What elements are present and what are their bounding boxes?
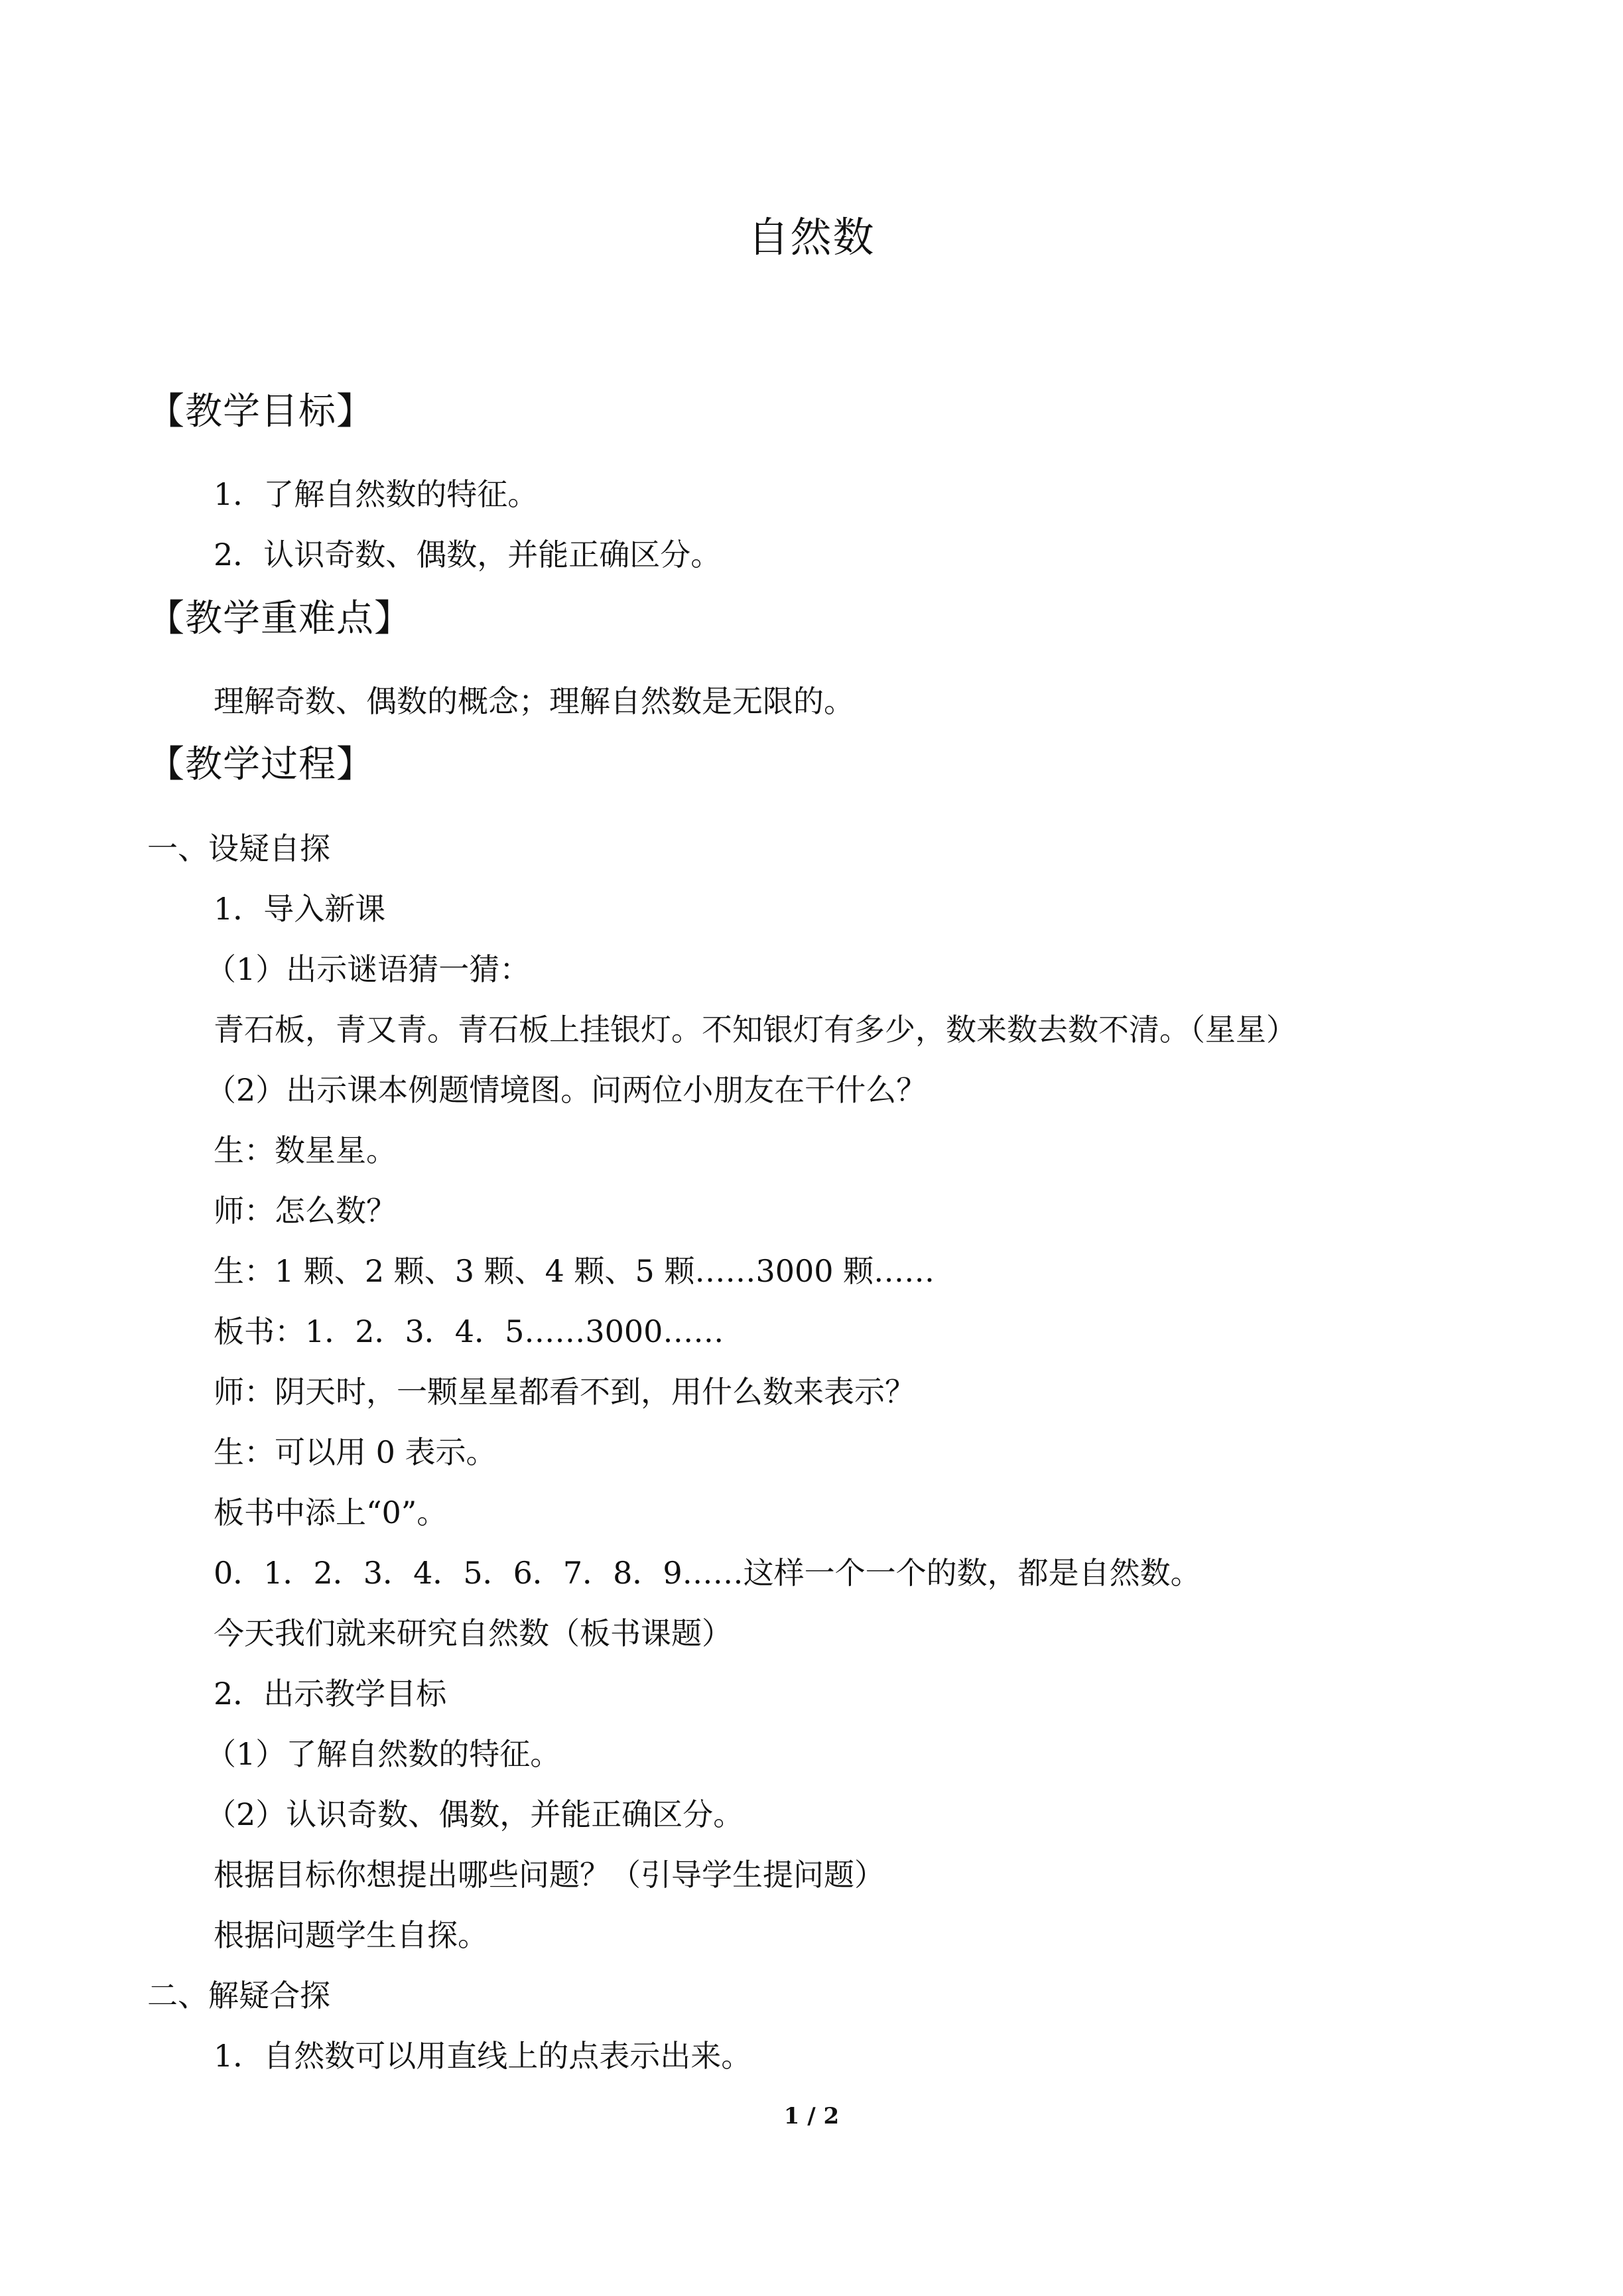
process-line: （2）出示课本例题情境图。问两位小朋友在干什么？ xyxy=(206,1072,927,1108)
board-writing-line: 板书中添上“0”。 xyxy=(214,1495,448,1530)
section-heading-key-points: 【教学重难点】 xyxy=(147,597,412,640)
dialogue-line: 生：数星星。 xyxy=(214,1132,397,1168)
section-heading-process: 【教学过程】 xyxy=(147,743,374,786)
board-writing-line: 板书：1．2．3．4．5……3000…… xyxy=(214,1314,724,1349)
goal-item-1: 1．了解自然数的特征。 xyxy=(214,476,539,512)
process-line: 1．自然数可以用直线上的点表示出来。 xyxy=(214,2038,752,2074)
goal-display-line: （1）了解自然数的特征。 xyxy=(206,1736,561,1772)
goal-item-2: 2．认识奇数、偶数，并能正确区分。 xyxy=(214,537,722,573)
dialogue-line: 生：可以用 0 表示。 xyxy=(214,1434,497,1470)
process-line: 今天我们就来研究自然数（板书课题） xyxy=(214,1615,732,1651)
process-line: 1．导入新课 xyxy=(214,891,386,927)
process-line: 根据问题学生自探。 xyxy=(214,1917,488,1953)
number-sequence-line: 0．1．2．3．4．5．6．7．8．9……这样一个一个的数，都是自然数。 xyxy=(214,1555,1201,1591)
process-line: 2．出示教学目标 xyxy=(214,1676,447,1712)
process-line: 根据目标你想提出哪些问题？（引导学生提问题） xyxy=(214,1857,885,1893)
dialogue-line: 生：1 颗、2 颗、3 颗、4 颗、5 颗……3000 颗…… xyxy=(214,1253,935,1289)
key-points-text: 理解奇数、偶数的概念；理解自然数是无限的。 xyxy=(214,683,854,719)
document-title: 自然数 xyxy=(747,213,876,261)
section-heading-goals: 【教学目标】 xyxy=(147,390,374,433)
riddle-text: 青石板，青又青。青石板上挂银灯。不知银灯有多少，数来数去数不清。（星星） xyxy=(214,1012,1297,1047)
goal-display-line: （2）认识奇数、偶数，并能正确区分。 xyxy=(206,1796,744,1832)
dialogue-line: 师：阴天时，一颗星星都看不到，用什么数来表示？ xyxy=(214,1374,915,1410)
process-line: （1）出示谜语猜一猜： xyxy=(206,951,531,987)
dialogue-line: 师：怎么数？ xyxy=(214,1193,397,1229)
page-number: 1 / 2 xyxy=(783,2103,840,2129)
part1-title: 一、设疑自探 xyxy=(147,831,330,866)
part2-title: 二、解疑合探 xyxy=(147,1978,330,2013)
